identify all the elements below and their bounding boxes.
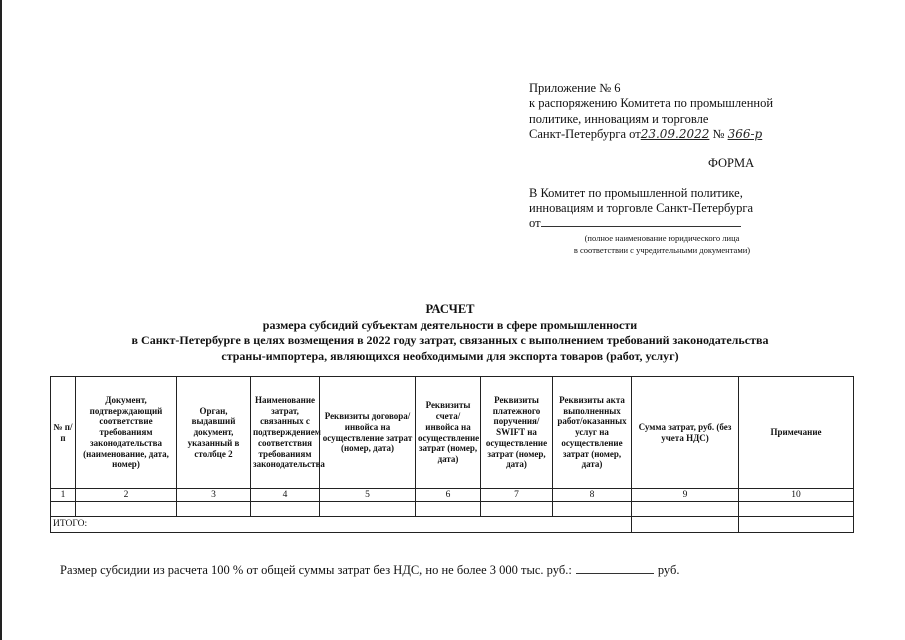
appendix-line-4 [529,127,829,142]
table-row [51,502,854,517]
empty-cell[interactable] [76,502,177,517]
empty-cell[interactable] [632,502,739,517]
header-cell-1: № п/п [51,377,76,489]
handwritten-date: 23.09.2022 [640,127,710,142]
title-line-3: в Санкт-Петербурге в целях возмещения в 2022 году затрат, связанных с выполнением требований законодательства [131,333,769,347]
handwritten-number: 366-р [727,127,763,142]
addressee-from-line [529,216,789,231]
header-cell-7: Реквизиты платежного поручения/ SWIFT на осуществление затрат (номер, дата) [481,377,553,489]
appendix-block [529,81,829,143]
column-number-row [51,489,854,502]
column-number: 2 [76,489,177,502]
column-number: 1 [51,489,76,502]
header-cell-10: Примечание [739,377,854,489]
column-number: 7 [481,489,553,502]
addressee-from-label: от [529,216,541,230]
addressee-note-line-1: (полное наименование юридического лица [584,233,740,243]
addressee-from-blank[interactable] [541,216,741,227]
column-number: 10 [739,489,854,502]
document-title [60,302,840,364]
appendix-line-1: Приложение № 6 [529,81,621,95]
addressee-block [529,186,789,256]
calculation-table [50,376,854,533]
header-cell-3: Орган, выдавший документ, указанный в столбце 2 [177,377,251,489]
addressee-note-line-2: в соответствии с учредительными документами) [573,245,751,255]
header-cell-2: Документ, подтверждающий соответствие требованиям законодательства (наименование, дата, номер) [76,377,177,489]
header-cell-9: Сумма затрат, руб. (без учета НДС) [632,377,739,489]
column-number: 3 [177,489,251,502]
appendix-number-label: № [712,127,725,142]
title-line-2: размера субсидий субъектам деятельности в сфере промышленности [262,317,638,332]
table-header-row [51,377,854,489]
empty-cell[interactable] [320,502,416,517]
total-row [51,517,854,533]
header-cell-5: Реквизиты договора/ инвойса на осуществление затрат (номер, дата) [320,377,416,489]
empty-cell[interactable] [177,502,251,517]
subsidy-summary [60,563,679,578]
header-cell-6: Реквизиты счета/ инвойса на осуществление затрат (номер, дата) [416,377,481,489]
empty-cell[interactable] [553,502,632,517]
empty-cell[interactable] [481,502,553,517]
appendix-city-prefix: Санкт-Петербурга от [529,127,641,142]
summary-unit: руб. [657,563,680,577]
empty-cell[interactable] [739,502,854,517]
column-number: 4 [251,489,320,502]
total-note-cell[interactable] [739,517,854,533]
title-line-4: страны-импортера, являющихся необходимыми для экспорта товаров (работ, услуг) [221,348,679,363]
scan-left-edge [0,0,2,640]
form-label: ФОРМА [708,156,755,170]
summary-amount-blank[interactable] [576,563,654,574]
appendix-line-3: политике, инновациям и торговле [529,111,709,126]
header-cell-8: Реквизиты акта выполненных работ/оказанных услуг на осуществление затрат (номер, дата) [553,377,632,489]
addressee-note [537,232,787,256]
empty-cell[interactable] [51,502,76,517]
column-number: 5 [320,489,416,502]
total-amount-cell[interactable] [632,517,739,533]
addressee-line-1: В Комитет по промышленной политике, [529,186,743,200]
empty-cell[interactable] [251,502,320,517]
column-number: 8 [553,489,632,502]
header-cell-4: Наименование затрат, связанных с подтверждением соответствия требованиям законодательства [251,377,320,489]
empty-cell[interactable] [416,502,481,517]
total-label: ИТОГО: [51,517,632,533]
addressee-line-2: инновациям и торговле Санкт-Петербурга [529,201,754,215]
column-number: 9 [632,489,739,502]
summary-text: Размер субсидии из расчета 100 % от общей суммы затрат без НДС, но не более 3 000 тыс. руб.: [60,563,572,577]
column-number: 6 [416,489,481,502]
appendix-line-2: к распоряжению Комитета по промышленной [529,96,774,111]
title-line-1: РАСЧЕТ [425,302,475,316]
